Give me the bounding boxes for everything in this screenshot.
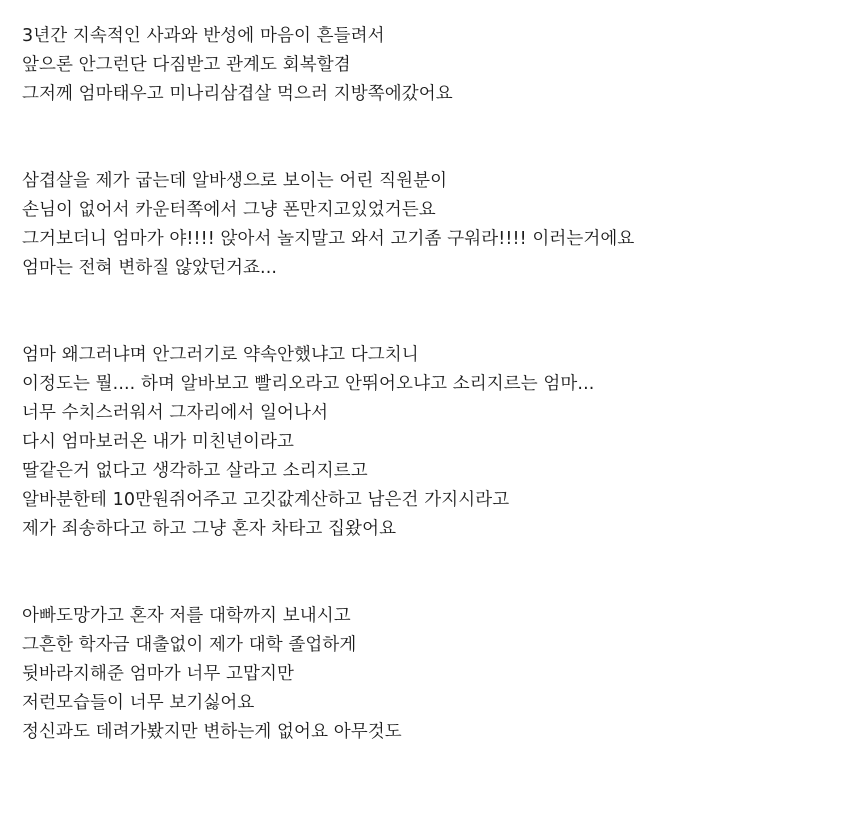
text-line: 그흔한 학자금 대출없이 제가 대학 졸업하게 <box>22 635 357 655</box>
paragraph-spacer <box>22 544 849 602</box>
paragraph-spacer <box>22 283 849 341</box>
paragraph-spacer <box>22 109 849 167</box>
text-line: 그저께 엄마태우고 미나리삼겹살 먹으러 지방쪽에갔어요 <box>22 84 453 104</box>
text-line: 아빠도망가고 혼자 저를 대학까지 보내시고 <box>22 606 351 626</box>
text-paragraph <box>22 167 849 283</box>
text-line: 정신과도 데려가봤지만 변하는게 없어요 아무것도 <box>22 722 402 742</box>
text-line: 제가 죄송하다고 하고 그냥 혼자 차타고 집왔어요 <box>22 519 397 539</box>
text-line: 엄마는 전혀 변하질 않았던거죠... <box>22 258 278 278</box>
text-paragraph <box>22 602 849 747</box>
text-line: 알바분한테 10만원쥐어주고 고깃값계산하고 남은건 가지시라고 <box>22 490 510 510</box>
text-line: 저런모습들이 너무 보기싫어요 <box>22 693 255 713</box>
text-line: 그거보더니 엄마가 야!!!! 앉아서 놀지말고 와서 고기좀 구워라!!!! 이러는거에요 <box>22 229 635 249</box>
text-paragraph <box>22 22 849 109</box>
text-line: 삼겹살을 제가 굽는데 알바생으로 보이는 어린 직원분이 <box>22 171 448 191</box>
text-line: 너무 수치스러워서 그자리에서 일어나서 <box>22 403 329 423</box>
text-line: 손님이 없어서 카운터쪽에서 그냥 폰만지고있었거든요 <box>22 200 436 220</box>
text-line: 엄마 왜그러냐며 안그러기로 약속안했냐고 다그치니 <box>22 345 419 365</box>
text-line: 딸같은거 없다고 생각하고 살라고 소리지르고 <box>22 461 368 481</box>
text-line: 앞으론 안그런단 다짐받고 관계도 회복할겸 <box>22 55 351 75</box>
text-paragraph <box>22 341 849 544</box>
text-line: 3년간 지속적인 사과와 반성에 마음이 흔들려서 <box>22 26 385 46</box>
document-content <box>22 22 849 747</box>
text-line: 뒷바라지해준 엄마가 너무 고맙지만 <box>22 664 295 684</box>
text-line: 이정도는 뭘.... 하며 알바보고 빨리오라고 안뛰어오냐고 소리지르는 엄마... <box>22 374 595 394</box>
text-line: 다시 엄마보러온 내가 미친년이라고 <box>22 432 295 452</box>
